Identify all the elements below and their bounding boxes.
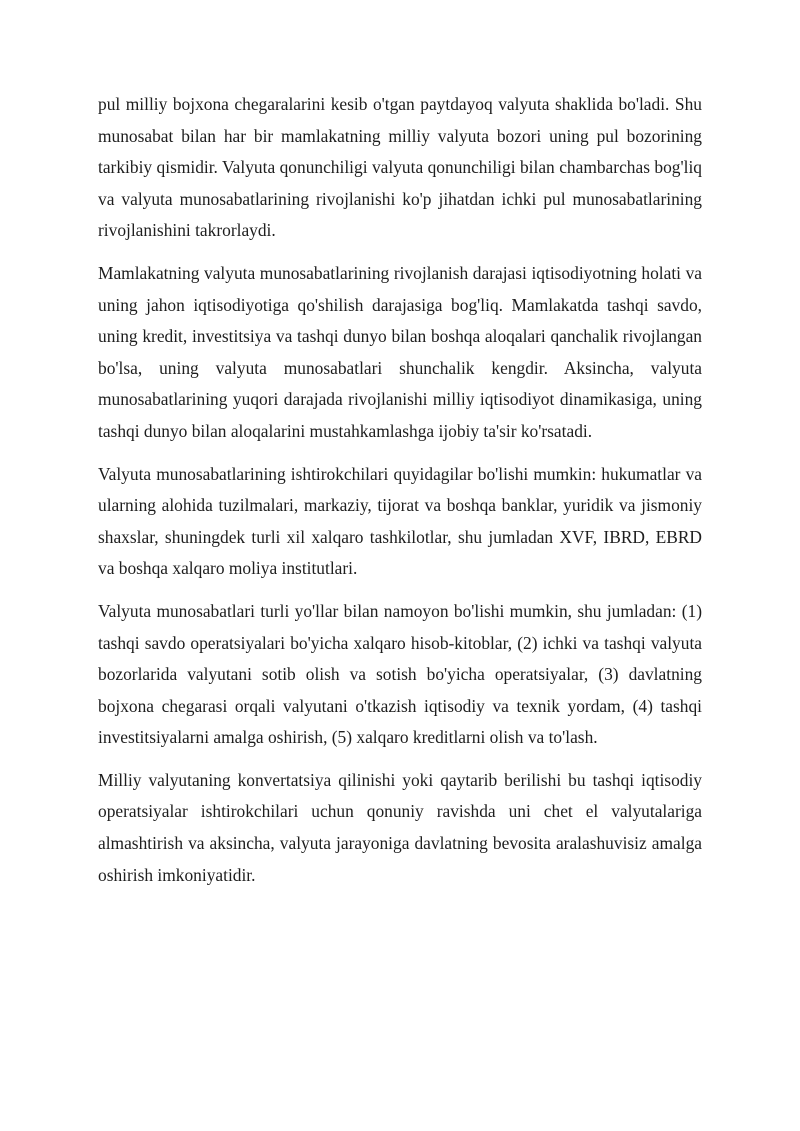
paragraph-forms: Valyuta munosabatlari turli yo'llar bilan namoyon bo'lishi mumkin, shu jumladan: (1) tashqi savdo operatsiyalari bo'yicha xalqaro hisob-kitoblar, (2) ichki va tashqi valyuta bozorlarida valyutani sotib olish va sotish bo'yicha operatsiyalar, (3) davlatning bojxona chegarasi orqali valyutani o'tkazish iqtisodiy va texnik yordam, (4) tashqi investitsiyalarni amalga oshirish, (5) xalqaro kreditlarni olish va to'lash.	[98, 600, 702, 748]
paragraph-convertibility: Milliy valyutaning konvertatsiya qilinishi yoki qaytarib berilishi bu tashqi iqtisodiy operatsiyalar ishtirokchilari uchun qonuniy ravishda uni chet el valyutalariga almashtirish va aksincha, valyuta jarayoniga davlatning bevosita aralashuvisiz amalga oshirish imkoniyatidir.	[98, 769, 702, 885]
paragraph-participants: Valyuta munosabatlarining ishtirokchilari quyidagilar bo'lishi mumkin: hukumatlar va ularning alohida tuzilmalari, markaziy, tijorat va boshqa banklar, yuridik va jismoniy shaxslar, shuningdek turli xil xalqaro tashkilotlar, shu jumladan XVF, IBRD, EBRD va boshqa xalqaro moliya institutlari.	[98, 463, 702, 579]
paragraph-development-level: Mamlakatning valyuta munosabatlarining rivojlanish darajasi iqtisodiyotning holati va uning jahon iqtisodiyotiga qo'shilish darajasiga bog'liq. Mamlakatda tashqi savdo, uning kredit, investitsiya va tashqi dunyo bilan boshqa aloqalari qanchalik rivojlangan bo'lsa, uning valyuta munosabatlari shunchalik kengdir. Aksincha, valyuta munosabatlarining yuqori darajada rivojlanishi milliy iqtisodiyot dinamikasiga, uning tashqi dunyo bilan aloqalarini mustahkamlashga ijobiy ta'sir ko'rsatadi.	[98, 262, 702, 441]
paragraph-currency-form: pul milliy bojxona chegaralarini kesib o'tgan paytdayoq valyuta shaklida bo'ladi. Shu munosabat bilan har bir mamlakatning milliy valyuta bozori uning pul bozorining tarkibiy qismidir. Valyuta qonunchiligi valyuta qonunchiligi bilan chambarchas bog'liq va valyuta munosabatlarining rivojlanishi ko'p jihatdan ichki pul munosabatlarining rivojlanishini takrorlaydi.	[98, 94, 702, 241]
document-body	[98, 89, 702, 902]
